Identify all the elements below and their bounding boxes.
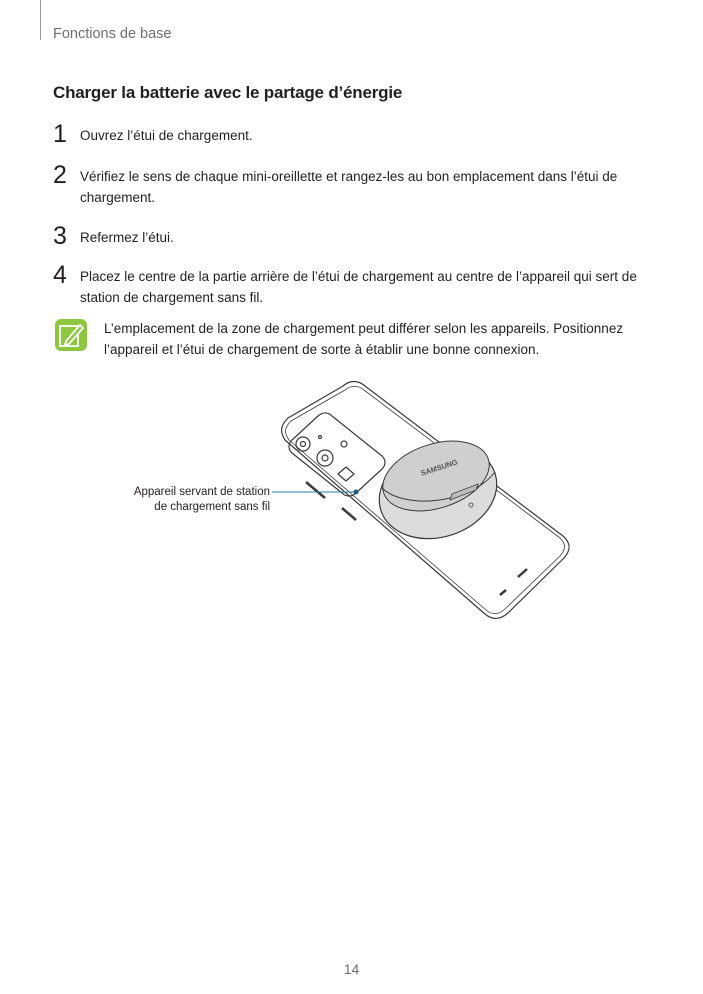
charging-case <box>367 429 509 554</box>
callout-label <box>110 485 270 515</box>
step-number: 3 <box>53 222 67 250</box>
step-number: 2 <box>53 161 67 189</box>
section-label: Fonctions de base <box>53 26 172 42</box>
callout-dot <box>354 490 359 495</box>
step-number: 4 <box>53 261 67 289</box>
step-text: Vérifiez le sens de chaque mini-oreillette et rangez-les au bon emplacement dans l’étui de chargement. <box>80 169 618 205</box>
camera-module <box>289 413 385 496</box>
step-text: Refermez l’étui. <box>80 230 174 245</box>
case-brand-label: SAMSUNG <box>419 457 459 478</box>
page-number: 14 <box>343 961 360 977</box>
page-title: Charger la batterie avec le partage d’énergie <box>53 83 403 102</box>
callout-line-1: Appareil servant de station <box>133 486 270 498</box>
header-rule <box>40 0 41 40</box>
step-text: Ouvrez l’étui de chargement. <box>80 128 253 143</box>
step-text: Placez le centre de la partie arrière de l’étui de chargement au centre de l’appareil qui sert de station de chargement sans fil. <box>80 269 637 305</box>
step-number: 1 <box>53 120 67 148</box>
callout-line-2: de chargement sans fil <box>154 501 270 513</box>
note-pencil-icon <box>54 318 88 352</box>
note-text: L’emplacement de la zone de chargement peut différer selon les appareils. Positionnez l’appareil et l’étui de chargement de sorte à établir une bonne connexion. <box>104 321 624 357</box>
